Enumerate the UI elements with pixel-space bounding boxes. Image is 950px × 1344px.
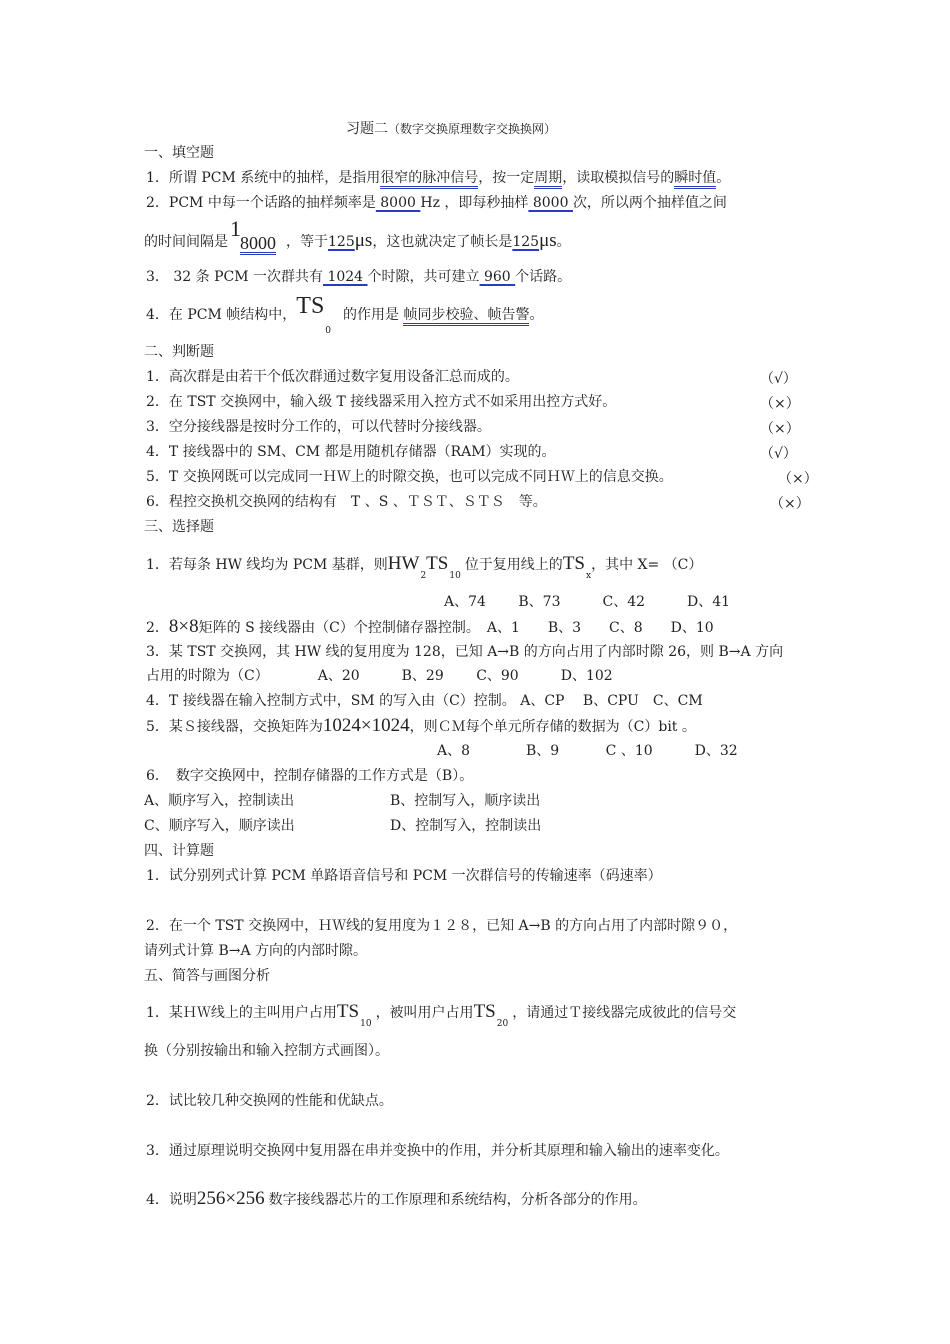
section-1-heading: 一、填空题 <box>144 145 214 161</box>
judge-mark-2: （×） <box>760 396 800 412</box>
short-question-4: 4．说明256×256 数字接线器芯片的工作原理和系统结构，分析各部分的作用。 <box>146 1188 647 1209</box>
choice-question-5: 5．某Ｓ接线器，交换矩阵为1024×1024，则ＣＭ每个单元所存储的数据为（C）bit 。 <box>146 715 696 736</box>
page-title: 习题二（数字交换原理数字交换换网） <box>346 121 557 137</box>
choice-question-6: 6． 数字交换网中，控制存储器的工作方式是（B）。 <box>146 768 474 784</box>
judge-item-5: 5．T 交换网既可以完成同一ＨＷ上的时隙交换，也可以完成不同ＨＷ上的信息交换。 <box>146 469 673 485</box>
judge-mark-4: （√） <box>760 446 797 462</box>
fill-question-4: 4．在 PCM 帧结构中，$TS_0$的作用是 帧同步校验、帧告警。 <box>146 293 544 336</box>
fill-question-2: 2．PCM 中每一个话路的抽样频率是 8000 Hz ，即每秒抽样 8000 次，所以两个抽样值之间 <box>146 195 727 211</box>
section-4-heading: 四、计算题 <box>144 843 214 859</box>
fill-question-2-continued: 的时间间隔是 1 8000 ，等于125μs，这也就决定了帧长是125μs。 <box>144 226 571 260</box>
section-3-heading: 三、选择题 <box>144 519 214 535</box>
section-5-heading: 五、简答与画图分析 <box>144 968 270 984</box>
choice-question-6-option-b: B、控制写入，顺序读出 <box>390 793 541 809</box>
choice-question-4: 4．T 接线器在输入控制方式中，SM 的写入由（C）控制。 A、CP B、CPU C、CM <box>146 693 703 709</box>
calc-question-2-continued: 请列式计算 B→A 方向的内部时隙。 <box>144 943 368 959</box>
short-question-2: 2．试比较几种交换网的性能和优缺点。 <box>146 1093 393 1109</box>
choice-question-6-option-d: D、控制写入，控制读出 <box>390 818 542 834</box>
choice-question-3-continued: 占用的时隙为（C） A、20 B、29 C、90 D、102 <box>146 668 613 684</box>
judge-mark-3: （×） <box>760 421 800 437</box>
fill-question-3: 3． 32 条 PCM 一次群共有 1024 个时隙，共可建立 960 个话路。 <box>146 269 572 285</box>
judge-item-4: 4．T 接线器中的 SM、CM 都是用随机存储器（RAM）实现的。 <box>146 444 556 460</box>
judge-item-2: 2．在 TST 交换网中，输入级 T 接线器采用入控方式不如采用出控方式好。 <box>146 394 617 410</box>
calc-question-1: 1．试分别列式计算 PCM 单路语音信号和 PCM 一次群信号的传输速率（码速率） <box>146 868 662 884</box>
choice-question-1-options: A、74 B、73 C、42 D、41 <box>444 594 731 610</box>
judge-mark-1: （√） <box>760 371 797 387</box>
judge-mark-6: （×） <box>770 496 810 512</box>
choice-question-6-option-a: A、顺序写入，控制读出 <box>144 793 295 809</box>
choice-question-6-option-c: C、顺序写入，顺序读出 <box>144 818 295 834</box>
fraction-1-over-8000: 1 8000 <box>230 216 276 253</box>
judge-item-3: 3．空分接线器是按时分工作的，可以代替时分接线器。 <box>146 419 491 435</box>
judge-item-1: 1．高次群是由若干个低次群通过数字复用设备汇总而成的。 <box>146 369 519 385</box>
choice-question-5-options: A、8 B、9 C 、10 D、32 <box>437 743 738 759</box>
calc-question-2: 2．在一个 TST 交换网中，ＨＷ线的复用度为１２８，已知 A→B 的方向占用了内部时隙９０， <box>146 918 738 934</box>
fill-question-1: 1．所谓 PCM 系统中的抽样，是指用很窄的脉冲信号，按一定周期，读取模拟信号的瞬时值。 <box>146 169 730 187</box>
short-question-1-continued: 换（分别按输出和输入控制方式画图）。 <box>144 1043 389 1059</box>
judge-item-6: 6．程控交换机交换网的结构有 T 、S 、ＴＳＴ、ＳＴＳ 等。 <box>146 494 547 510</box>
short-question-3: 3．通过原理说明交换网中复用器在串并变换中的作用，并分析其原理和输入输出的速率变化。 <box>146 1143 729 1159</box>
judge-mark-5: （×） <box>778 471 818 487</box>
short-question-1: 1．某ＨＷ线上的主叫用户占用$TS_{10}$，被叫用户占用$TS_{20}$，请通过Ｔ接线器完成彼此的信号交 <box>146 1001 737 1029</box>
choice-question-3: 3．某 TST 交换网，其 HW 线的复用度为 128，已知 A→B 的方向占用了内部时隙 26，则 B→A 方向 <box>146 644 784 660</box>
choice-question-2: 2．8×8矩阵的 S 接线器由（C）个控制储存器控制。 A、1 B、3 C、8 D、10 <box>146 616 714 637</box>
section-2-heading: 二、判断题 <box>144 344 214 360</box>
choice-question-1: 1．若每条 HW 线均为 PCM 基群，则$HW_2TS_{10}$位于复用线上的$TS_x$，其中 X= （C） <box>146 553 703 581</box>
